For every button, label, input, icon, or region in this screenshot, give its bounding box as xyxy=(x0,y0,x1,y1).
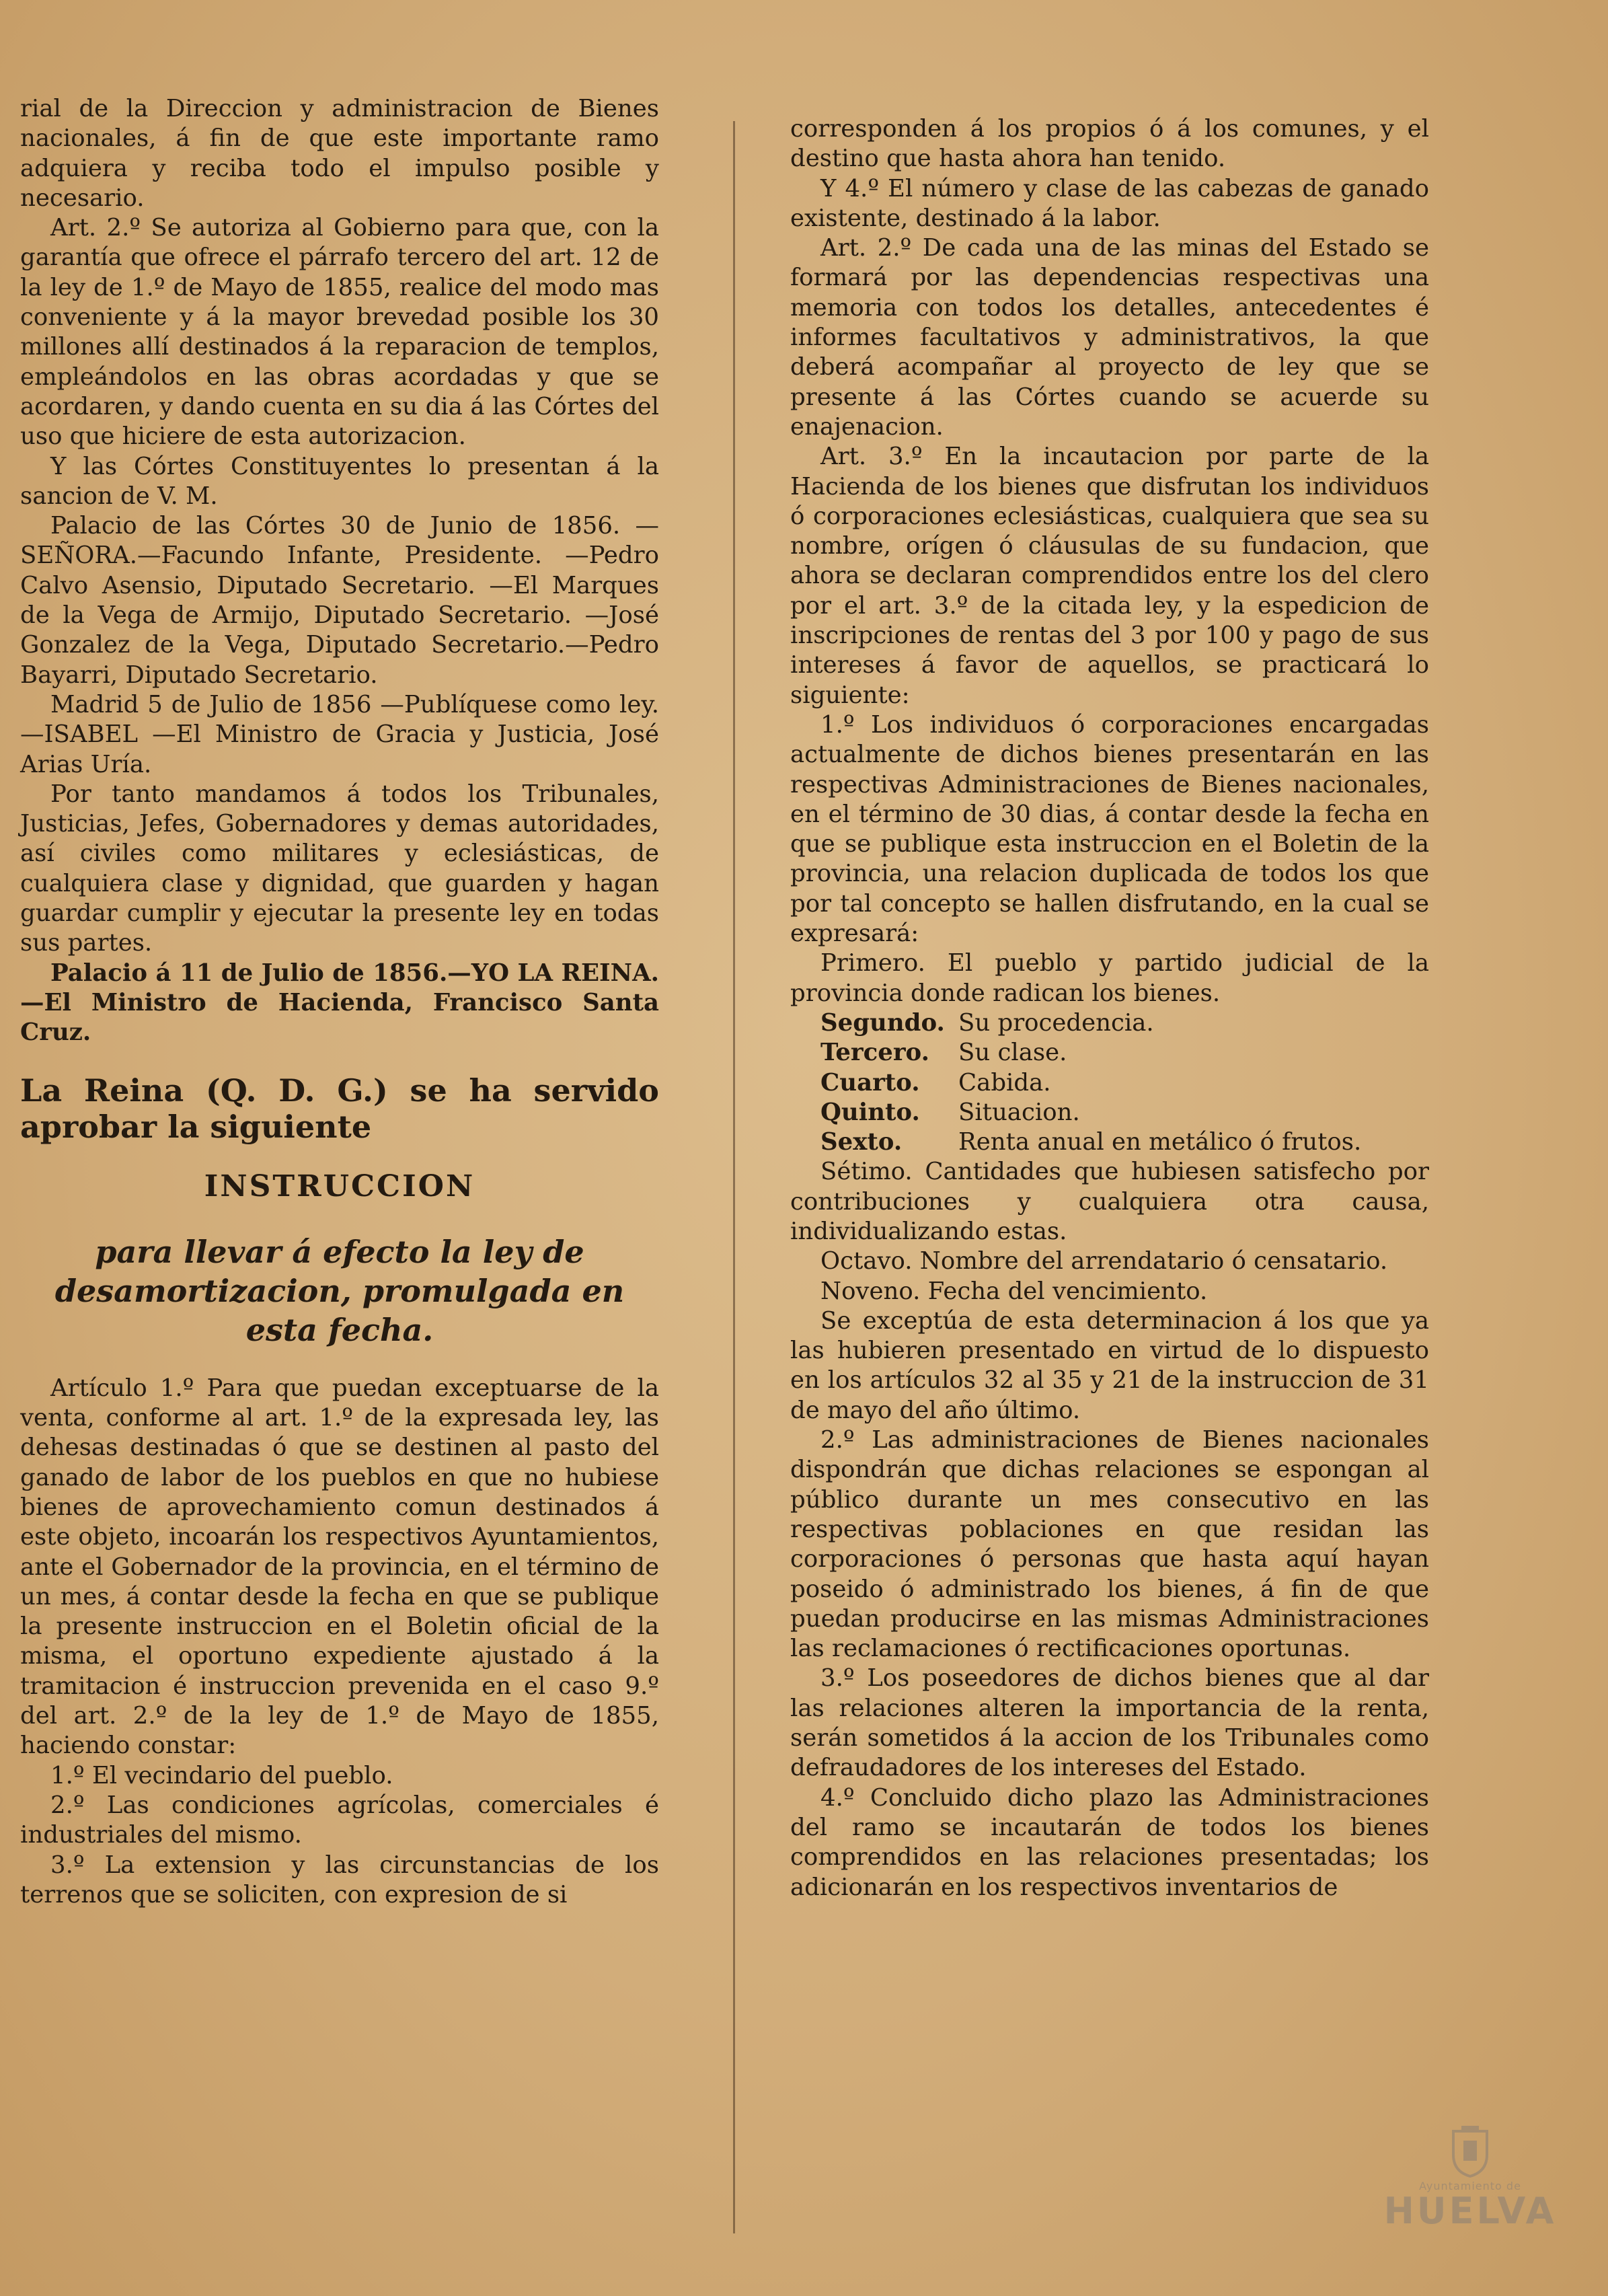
right-column xyxy=(790,114,1429,1902)
watermark-city: HUELVA xyxy=(1383,2190,1557,2232)
paragraph: corresponden á los propios ó á los comunes, y el destino que hasta ahora han tenido. xyxy=(790,115,1429,173)
list-item: Noveno. Fecha del vencimiento. xyxy=(820,1277,1208,1305)
article-2: Art. 2.º De cada una de las minas del Estado se formará por las dependencias respectivas una memoria con todos los detalles, antecedentes é informes facultativos y administrativos, la que deberá acompañar al proyecto de ley que se presente á las Córtes cuando se acuerde su enajenacion. xyxy=(790,234,1429,441)
crest-icon xyxy=(1447,2124,1494,2178)
list-item xyxy=(820,1008,1429,1038)
paragraph: Se exceptúa de esta determinacion á los que ya las hubieren presentado en virtud de lo dispuesto en los artículos 32 al 35 y 21 de la instruccion de 31 de mayo del año último. xyxy=(790,1306,1429,1424)
list-item: Octavo. Nombre del arrendatario ó censatario. xyxy=(820,1247,1388,1275)
item-text: Situacion. xyxy=(958,1098,1080,1126)
item-label: Quinto. xyxy=(820,1098,920,1126)
list-item xyxy=(820,1068,1429,1098)
list-item: 1.º Los individuos ó corporaciones encargadas actualmente de dichos bienes presentarán en las respectivas Administraciones de Bienes nacionales, en el término de 30 dias, á contar desde la fecha en que se publique esta instruccion en el Boletin de la provincia, una relacion duplicada de todos los que por tal concepto se hallen disfrutando, en la cual se expresará: xyxy=(790,710,1429,948)
watermark-logo xyxy=(1379,2124,1561,2259)
item-label: Sexto. xyxy=(820,1128,903,1156)
list-item: Primero. El pueblo y partido judicial de la provincia donde radican los bienes. xyxy=(790,949,1429,1007)
list-item: 4.º Concluido dicho plazo las Administraciones del ramo se incautarán de todos los bienes comprendidos en las relaciones presentadas; los adicionarán en los respectivos inventarios de xyxy=(790,1783,1429,1901)
paragraph: Por tanto mandamos á todos los Tribunales, Justicias, Jefes, Gobernadores y demas autoridades, así civiles como militares y eclesiásticas, de cualquiera clase y dignidad, que guarden y hagan guardar cumplir y ejecutar la presente ley en todas sus partes. xyxy=(20,780,659,957)
item-label: Cuarto. xyxy=(820,1068,920,1097)
royal-signature: Palacio á 11 de Julio de 1856.—YO LA REINA.—El Ministro de Hacienda, Francisco Santa Cruz. xyxy=(20,959,659,1047)
list-item xyxy=(820,1038,1429,1068)
promulgation-paragraph: Madrid 5 de Julio de 1856 —Publíquese como ley. —ISABEL —El Ministro de Gracia y Justicia, José Arias Uría. xyxy=(20,690,659,778)
item-text: Renta anual en metálico ó frutos. xyxy=(958,1128,1362,1156)
article-2: Art. 2.º Se autoriza al Gobierno para que, con la garantía que ofrece el párrafo tercero del art. 12 de la ley de 1.º de Mayo de 1855, realice del modo mas conveniente y á la mayor brevedad posible los 30 millones allí destinados á la reparacion de templos, empleándolos en las obras acordadas y que se acordaren, y dando cuenta en su dia á las Córtes del uso que hiciere de esta autorizacion. xyxy=(20,214,659,451)
list-item: 3.º La extension y las circunstancias de los terrenos que se soliciten, con expresion de si xyxy=(20,1851,659,1909)
item-text: Su procedencia. xyxy=(958,1008,1154,1037)
instruction-title: INSTRUCCION xyxy=(204,1169,475,1203)
item-text: Cabida. xyxy=(958,1068,1051,1097)
paragraph: rial de la Direccion y administracion de Bienes nacionales, á fin de que este importante ramo adquiera y reciba todo el impulso posible y necesario. xyxy=(20,95,659,212)
section-heading: La Reina (Q. D. G.) se ha servido aprobar la siguiente xyxy=(20,1072,659,1145)
column-divider xyxy=(733,121,735,2233)
list-item: 2.º Las condiciones agrícolas, comerciales é industriales del mismo. xyxy=(20,1791,659,1849)
watermark-small-text: Ayuntamiento de xyxy=(1419,2180,1521,2192)
signatures-paragraph: Palacio de las Córtes 30 de Junio de 1856. —SEÑORA.—Facundo Infante, Presidente. —Pedro Calvo Asensio, Diputado Secretario. —El Marques de la Vega de Armijo, Diputado Secretario. —José Gonzalez de la Vega, Diputado Secretario.—Pedro Bayarri, Diputado Secretario. xyxy=(20,512,659,689)
list-item xyxy=(820,1098,1429,1127)
article-1: Artículo 1.º Para que puedan exceptuarse de la venta, conforme al art. 1.º de la expresada ley, las dehesas destinadas ó que se destinen al pasto del ganado de labor de los pueblos en que no hubiese bienes de aprovechamiento comun destinados á este objeto, incoarán los respectivos Ayuntamientos, ante el Gobernador de la provincia, en el término de un mes, á contar desde la fecha en que se publique la presente instruccion en el Boletin oficial de la misma, el oportuno expediente ajustado á la tramitacion é instruccion prevenida en el caso 9.º del art. 2.º de la ley de 1.º de Mayo de 1855, haciendo constar: xyxy=(20,1374,659,1760)
article-3: Art. 3.º En la incautacion por parte de la Hacienda de los bienes que disfrutan los individuos ó corporaciones eclesiásticas, cualquiera que sea su nombre, orígen ó cláusulas de su fundacion, que ahora se declaran comprendidos entre los del clero por el art. 3.º de la citada ley, y la espedicion de inscripciones de rentas del 3 por 100 y pago de sus intereses á favor de aquellos, se practicará lo siguiente: xyxy=(790,443,1429,709)
item-text: Su clase. xyxy=(958,1039,1067,1067)
list-item: 3.º Los poseedores de dichos bienes que al dar las relaciones alteren la importancia de la renta, serán sometidos á la accion de los Tribunales como defraudadores de los intereses del Estado. xyxy=(790,1664,1429,1782)
paragraph: Y 4.º El número y clase de las cabezas de ganado existente, destinado á la labor. xyxy=(790,174,1429,232)
item-label: Segundo. xyxy=(820,1008,945,1037)
left-column xyxy=(20,94,659,1910)
list-item xyxy=(820,1127,1429,1157)
instruction-subtitle: para llevar á efecto la ley de desamortizacion, promulgada en esta fecha. xyxy=(54,1233,625,1348)
paragraph: Y las Córtes Constituyentes lo presentan á la sancion de V. M. xyxy=(20,452,659,510)
list-item: 1.º El vecindario del pueblo. xyxy=(50,1761,393,1789)
list-item: 2.º Las administraciones de Bienes nacionales dispondrán que dichas relaciones se espongan al público durante un mes consecutivo en las respectivas poblaciones en que residan las corporaciones ó personas que hasta aquí hayan poseido ó administrado los bienes, á fin de que puedan producirse en las mismas Administraciones las reclamaciones ó rectificaciones oportunas. xyxy=(790,1426,1429,1663)
item-label: Tercero. xyxy=(820,1039,929,1067)
detail-items xyxy=(790,1008,1429,1157)
list-item: Sétimo. Cantidades que hubiesen satisfecho por contribuciones y cualquiera otra causa, individualizando estas. xyxy=(790,1158,1429,1245)
